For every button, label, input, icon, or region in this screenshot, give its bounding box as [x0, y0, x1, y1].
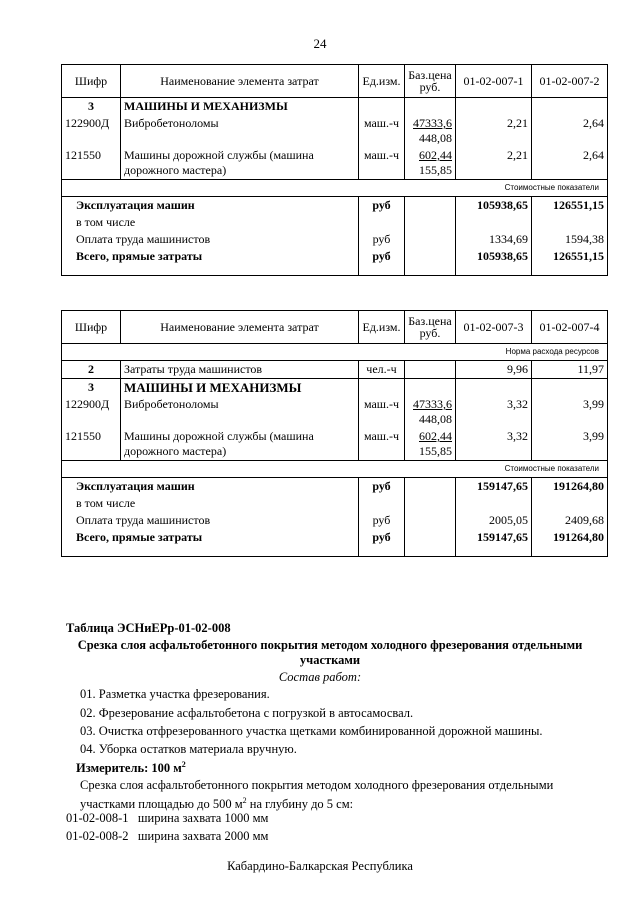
header-col-b: 01-02-007-4 [532, 311, 608, 344]
meter-unit [76, 760, 186, 776]
desc-line-2-end: на глубину до 5 см: [246, 797, 354, 812]
work-item: 04. Уборка остатков материала вручную. [80, 742, 297, 756]
total-name: Оплата труда машинистов [62, 231, 359, 248]
total-row [62, 529, 608, 546]
total-unit: руб [359, 529, 405, 546]
cost-table-2 [61, 310, 608, 557]
header-code: Шифр [62, 65, 121, 98]
total-unit: руб [359, 197, 405, 215]
band-label: Норма расхода ресурсов [62, 344, 608, 361]
variant-item [66, 829, 268, 844]
total-name: Оплата труда машинистов [62, 512, 359, 529]
row-value-b: 3,99 [532, 396, 608, 428]
desc-line-1: Срезка слоя асфальтобетонного покрытия методом холодного фрезерования отдельными [80, 778, 554, 792]
band-label: Стоимостные показатели [62, 180, 608, 197]
total-value-b: 191264,80 [532, 529, 608, 546]
total-unit: руб [359, 478, 405, 496]
total-row [62, 495, 608, 512]
measure-description [80, 777, 590, 812]
row-price-top: 602,44 [419, 429, 452, 443]
row-value-a: 2,21 [456, 147, 532, 180]
header-base-price: Баз.цена руб. [405, 311, 456, 344]
total-value-a: 2005,05 [456, 512, 532, 529]
total-value-b: 126551,15 [532, 248, 608, 265]
row-code: 122900Д [62, 396, 121, 428]
header-unit: Ед.изм. [359, 311, 405, 344]
work-item: 02. Фрезерование асфальтобетона с погрузкой в автосамосвал. [80, 706, 414, 720]
row-code: 121550 [62, 428, 121, 461]
row-price-top: 47333,6 [413, 397, 452, 411]
row-value-b: 11,97 [532, 361, 608, 379]
variant-text: ширина захвата 2000 мм [137, 829, 269, 843]
row-value-a: 3,32 [456, 396, 532, 428]
section-row [62, 379, 608, 397]
section-title: Срезка слоя асфальтобетонного покрытия методом холодного фрезерования отдельными участками [77, 638, 583, 667]
header-name: Наименование элемента затрат [121, 311, 359, 344]
section-name: МАШИНЫ И МЕХАНИЗМЫ [121, 379, 359, 397]
section-row [62, 98, 608, 116]
variant-code: 01-02-008-2 [66, 829, 129, 843]
variant-code: 01-02-008-1 [66, 811, 129, 825]
table-header-row [62, 311, 608, 344]
row-value-b: 2,64 [532, 115, 608, 147]
header-col-b: 01-02-007-2 [532, 65, 608, 98]
header-name: Наименование элемента затрат [121, 65, 359, 98]
row-name: Машины дорожной службы (машина дорожного мастера) [121, 147, 359, 180]
row-price-bottom: 448,08 [419, 131, 452, 145]
variant-text: ширина захвата 1000 мм [137, 811, 269, 825]
table-row [62, 115, 608, 147]
table-header-row [62, 65, 608, 98]
row-code: 2 [62, 361, 121, 379]
work-item: 03. Очистка отфрезерованного участка щетками комбинированной дорожной машины. [80, 724, 543, 738]
total-row [62, 214, 608, 231]
section-number: 3 [62, 98, 121, 116]
header-unit: Ед.изм. [359, 65, 405, 98]
table-row [62, 428, 608, 461]
total-row [62, 197, 608, 215]
row-name: Машины дорожной службы (машина дорожного мастера) [121, 428, 359, 461]
cost-indicators-band [62, 180, 608, 197]
total-unit: руб [359, 512, 405, 529]
meter-superscript: 2 [181, 760, 186, 769]
work-composition-heading: Состав работ: [278, 670, 362, 684]
row-unit: маш.-ч [359, 428, 405, 461]
row-name: Затраты труда машинистов [121, 361, 359, 379]
row-price-bottom: 155,85 [419, 444, 452, 458]
page-number: 24 [313, 36, 327, 51]
row-name: Вибробетоноломы [121, 115, 359, 147]
total-name: Эксплуатация машин [62, 478, 359, 496]
total-name: в том числе [62, 214, 359, 231]
total-name: в том числе [62, 495, 359, 512]
row-value-b: 3,99 [532, 428, 608, 461]
header-base-price: Баз.цена руб. [405, 65, 456, 98]
total-name: Эксплуатация машин [62, 197, 359, 215]
total-value-a: 105938,65 [456, 197, 532, 215]
total-row [62, 231, 608, 248]
row-unit: чел.-ч [359, 361, 405, 379]
row-code: 121550 [62, 147, 121, 180]
header-code: Шифр [62, 311, 121, 344]
table-row [62, 396, 608, 428]
page-footer: Кабардино-Балкарская Республика [227, 859, 413, 873]
total-row [62, 478, 608, 496]
total-row [62, 512, 608, 529]
row-code: 122900Д [62, 115, 121, 147]
total-value-a: 159147,65 [456, 529, 532, 546]
row-name: Вибробетоноломы [121, 396, 359, 428]
row-price-top: 47333,6 [413, 116, 452, 130]
table-row [62, 147, 608, 180]
row-unit: маш.-ч [359, 396, 405, 428]
row-price-bottom: 155,85 [419, 163, 452, 177]
row-value-a: 3,32 [456, 428, 532, 461]
table-title: Таблица ЭСНиЕРр-01-02-008 [66, 621, 231, 635]
total-value-a: 159147,65 [456, 478, 532, 496]
row-price-top: 602,44 [419, 148, 452, 162]
row-value-b: 2,64 [532, 147, 608, 180]
row-value-a: 2,21 [456, 115, 532, 147]
cost-indicators-band [62, 461, 608, 478]
total-unit: руб [359, 231, 405, 248]
header-col-a: 01-02-007-1 [456, 65, 532, 98]
desc-superscript: 2 [242, 796, 247, 805]
section-name: МАШИНЫ И МЕХАНИЗМЫ [121, 98, 359, 116]
variant-item [66, 811, 268, 826]
work-item: 01. Разметка участка фрезерования. [80, 687, 270, 701]
total-unit: руб [359, 248, 405, 265]
row-price-bottom: 448,08 [419, 412, 452, 426]
section-number: 3 [62, 379, 121, 397]
total-value-b: 2409,68 [532, 512, 608, 529]
meter-label: Измеритель: 100 м [76, 761, 182, 776]
total-value-b: 1594,38 [532, 231, 608, 248]
row-unit: маш.-ч [359, 115, 405, 147]
labor-row [62, 361, 608, 379]
total-name: Всего, прямые затраты [62, 529, 359, 546]
row-value-a: 9,96 [456, 361, 532, 379]
header-col-a: 01-02-007-3 [456, 311, 532, 344]
desc-line-2: участками площадью до 500 м [80, 797, 243, 812]
total-name: Всего, прямые затраты [62, 248, 359, 265]
total-row [62, 248, 608, 265]
total-value-b: 191264,80 [532, 478, 608, 496]
band-label: Стоимостные показатели [62, 461, 608, 478]
total-value-a: 105938,65 [456, 248, 532, 265]
total-value-a: 1334,69 [456, 231, 532, 248]
total-value-b: 126551,15 [532, 197, 608, 215]
cost-table-1 [61, 64, 608, 276]
row-unit: маш.-ч [359, 147, 405, 180]
resource-norm-band [62, 344, 608, 361]
